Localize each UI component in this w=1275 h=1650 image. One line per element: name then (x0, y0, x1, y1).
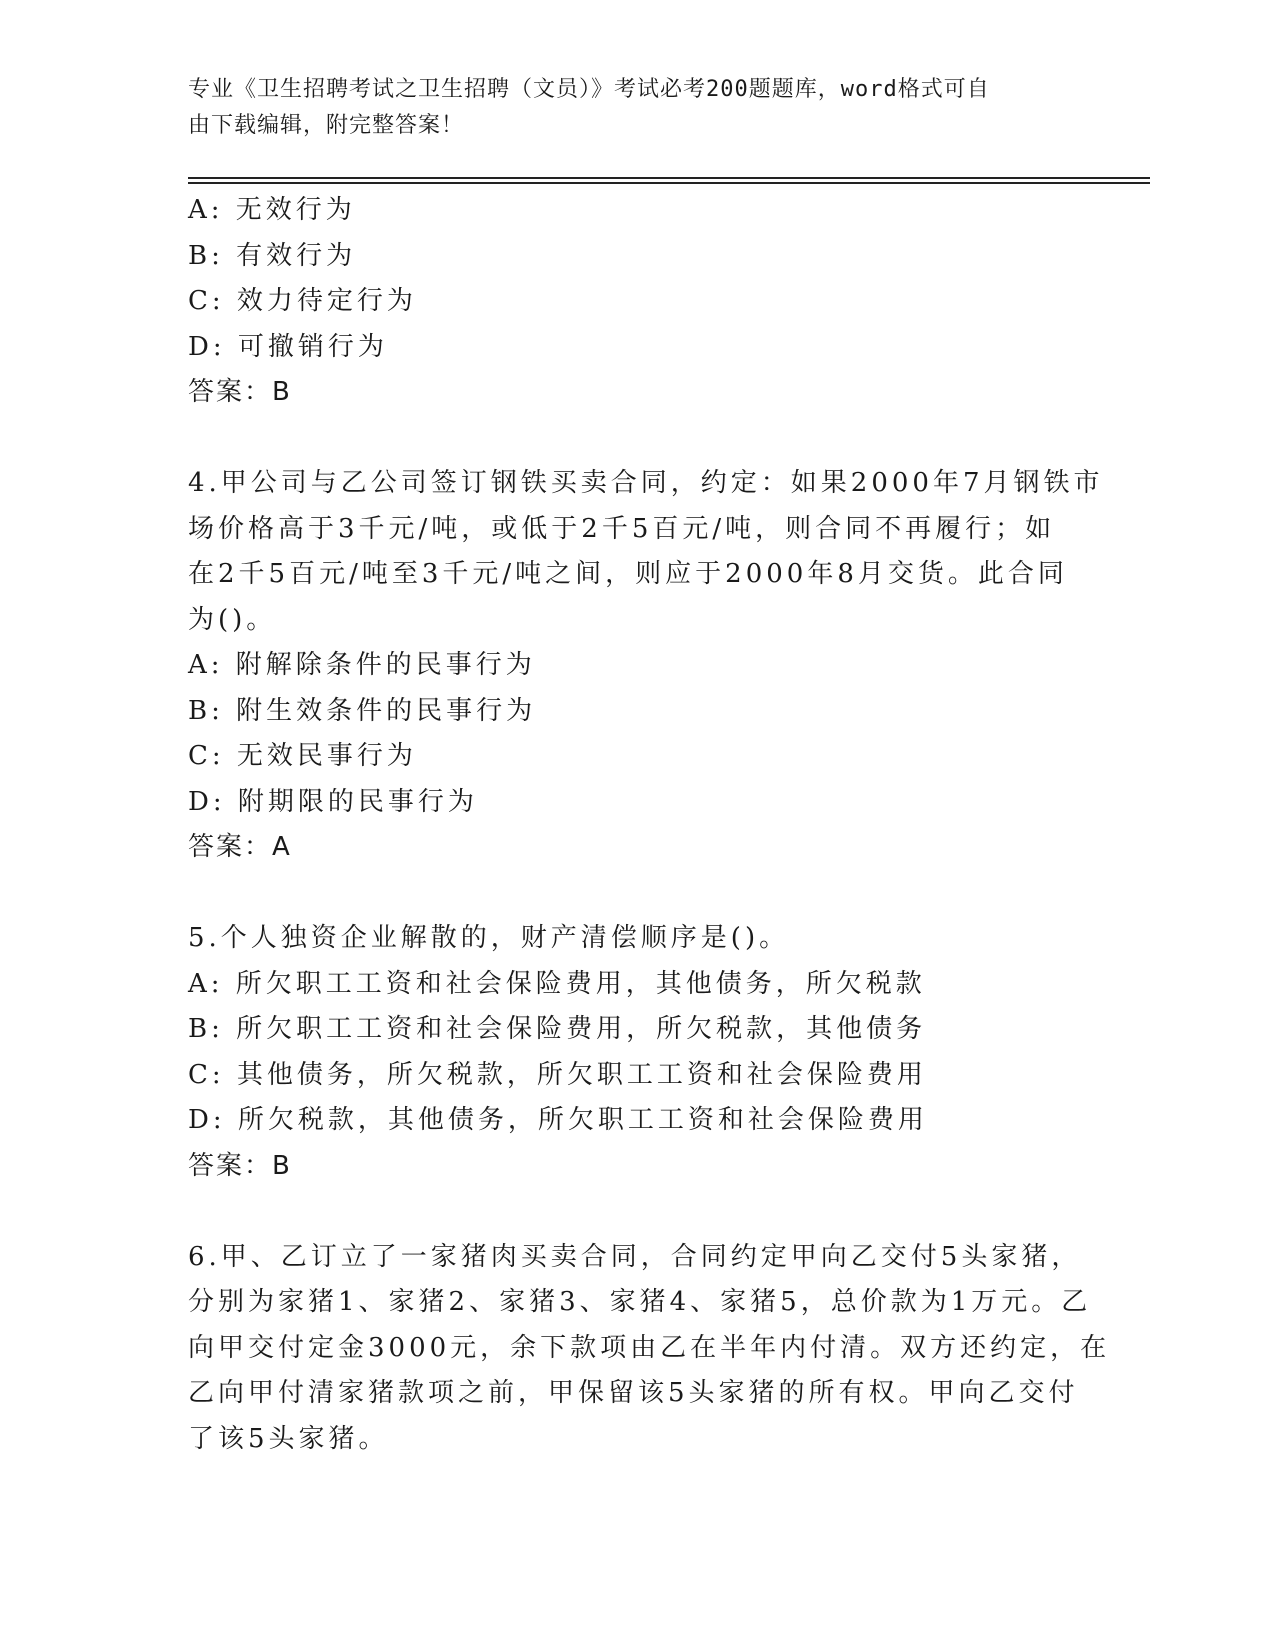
answer-line: 答案：B (188, 1150, 292, 1181)
option-d: D: 附期限的民事行为 (188, 786, 478, 817)
option-d: D: 可撤销行为 (188, 331, 388, 362)
question-text-line: 场价格高于3千元/吨，或低于2千5百元/吨，则合同不再履行；如 (188, 513, 1056, 544)
option-c: C: 其他债务，所欠税款，所欠职工工资和社会保险费用 (188, 1059, 927, 1090)
answer-line: 答案：B (188, 377, 292, 407)
document-header (188, 72, 1068, 144)
question-text-line: 向甲交付定金3000元，余下款项由乙在半年内付清。双方还约定，在 (188, 1332, 1111, 1363)
answer-line: 答案：A (188, 832, 292, 862)
spacer (188, 1189, 1088, 1235)
question-text-line: 4.甲公司与乙公司签订钢铁买卖合同，约定：如果2000年7月钢铁市 (188, 468, 1104, 498)
question-text-line: 5.个人独资企业解散的，财产清偿顺序是()。 (188, 923, 790, 953)
question-text-line: 在2千5百元/吨至3千元/吨之间，则应于2000年8月交货。此合同 (188, 559, 1068, 589)
question-text-line: 分别为家猪1、家猪2、家猪3、家猪4、家猪5，总价款为1万元。乙 (188, 1287, 1092, 1317)
header-divider-top (188, 177, 1150, 179)
header-line-2: 由下载编辑，附完整答案！ (188, 113, 465, 138)
option-c: C: 效力待定行为 (188, 286, 417, 316)
option-b: B: 有效行为 (188, 240, 357, 271)
spacer (188, 871, 1088, 917)
header-line-1: 专业《卫生招聘考试之卫生招聘（文员）》考试必考200题题库，word格式可自 (188, 77, 990, 102)
option-a: A: 无效行为 (188, 195, 356, 225)
spacer (188, 416, 1088, 462)
question-text-line: 了该5头家猪。 (188, 1423, 389, 1454)
question-text-line: 乙向甲付清家猪款项之前，甲保留该5头家猪的所有权。甲向乙交付 (188, 1378, 1079, 1408)
question-text-line: 为()。 (188, 604, 277, 635)
option-a: A: 所欠职工工资和社会保险费用，其他债务，所欠税款 (188, 968, 926, 999)
question-5 (188, 916, 1088, 1189)
option-b: B: 附生效条件的民事行为 (188, 695, 537, 726)
question-4 (188, 461, 1104, 871)
question-content (188, 188, 1111, 1462)
option-b: B: 所欠职工工资和社会保险费用，所欠税款，其他债务 (188, 1014, 927, 1044)
question-text-line: 6.甲、乙订立了一家猪肉买卖合同，合同约定甲向乙交付5头家猪， (188, 1241, 1082, 1272)
option-d: D: 所欠税款，其他债务，所欠职工工资和社会保险费用 (188, 1105, 928, 1135)
question-3 (188, 188, 1088, 416)
option-c: C: 无效民事行为 (188, 741, 417, 771)
question-6 (188, 1235, 1111, 1463)
option-a: A: 附解除条件的民事行为 (188, 650, 536, 680)
header-divider-bottom (188, 182, 1150, 184)
